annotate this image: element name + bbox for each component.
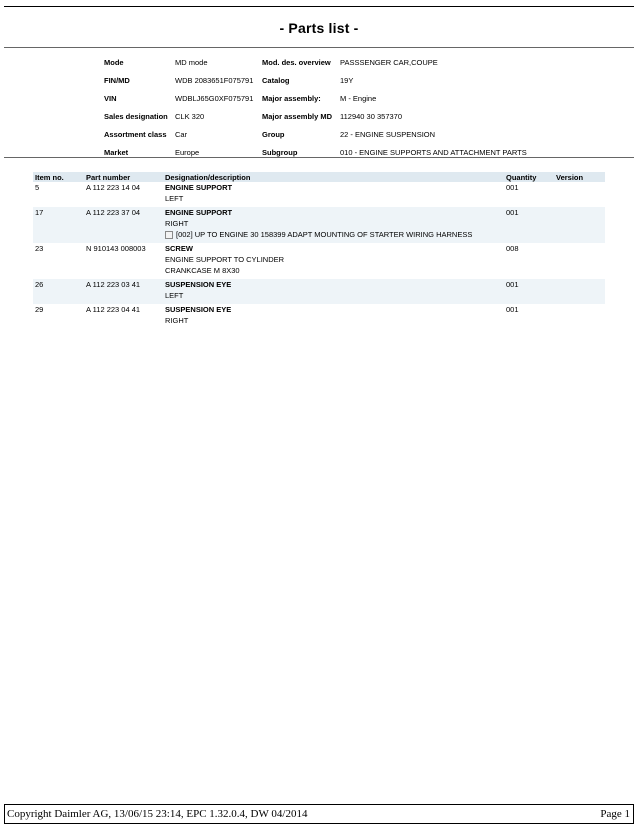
- part-number: N 910143 008003: [86, 244, 146, 253]
- designation: [165, 243, 605, 276]
- info-value: WDB 2083651F075791: [175, 76, 254, 85]
- footnote-text: [002] UP TO ENGINE 30 158399 ADAPT MOUNTING OF STARTER WIRING HARNESS: [176, 230, 473, 239]
- info-value: Europe: [175, 148, 200, 157]
- table-row: [33, 304, 605, 329]
- footer: [4, 804, 634, 824]
- copyright-text: Copyright Daimler AG, 13/06/15 23:14, EPC 1.32.0.4, DW 04/2014: [7, 808, 308, 820]
- top-rule: [4, 6, 634, 7]
- designation: [165, 279, 605, 301]
- meta-divider: [4, 157, 634, 158]
- table-row: [33, 182, 605, 207]
- quantity: 001: [506, 208, 519, 217]
- info-label: Major assembly MD: [262, 112, 333, 121]
- info-value: PASSSENGER CAR,COUPE: [340, 58, 438, 67]
- info-value: Car: [175, 130, 188, 139]
- info-value: CLK 320: [175, 112, 205, 121]
- page-number: Page 1: [600, 808, 630, 820]
- part-name: SUSPENSION EYE: [165, 305, 232, 314]
- item-number: 23: [35, 244, 44, 253]
- info-label: Assortment class: [104, 130, 167, 139]
- footnote: [165, 229, 605, 240]
- info-label: FIN/MD: [104, 76, 130, 85]
- part-name: ENGINE SUPPORT: [165, 183, 233, 192]
- table-row: [33, 279, 605, 304]
- description-line: LEFT: [165, 291, 184, 300]
- item-number: 17: [35, 208, 44, 217]
- info-label: Mod. des. overview: [262, 58, 331, 67]
- info-label: Sales designation: [104, 112, 168, 121]
- page-title: - Parts list -: [279, 20, 359, 36]
- quantity: 008: [506, 244, 519, 253]
- quantity: 001: [506, 183, 519, 192]
- part-name: ENGINE SUPPORT: [165, 208, 233, 217]
- description-line: RIGHT: [165, 316, 189, 325]
- part-number: A 112 223 37 04: [86, 208, 141, 217]
- info-value: 19Y: [340, 76, 354, 85]
- header-quantity: Quantity: [506, 173, 537, 182]
- description-line: RIGHT: [165, 219, 189, 228]
- info-label: Group: [262, 130, 285, 139]
- info-value: 010 - ENGINE SUPPORTS AND ATTACHMENT PARTS: [340, 148, 527, 157]
- item-number: 26: [35, 280, 44, 289]
- item-number: 29: [35, 305, 44, 314]
- part-name: SUSPENSION EYE: [165, 280, 232, 289]
- designation: [165, 207, 605, 240]
- quantity: 001: [506, 305, 519, 314]
- table-row: [33, 207, 605, 243]
- info-label: Catalog: [262, 76, 290, 85]
- designation: [165, 304, 605, 326]
- info-value: MD mode: [175, 58, 208, 67]
- part-number: A 112 223 14 04: [86, 183, 141, 192]
- info-label: Subgroup: [262, 148, 298, 157]
- part-number: A 112 223 03 41: [86, 280, 141, 289]
- info-label: VIN: [104, 94, 117, 103]
- description-line: CRANKCASE M 8X30: [165, 266, 240, 275]
- quantity: 001: [506, 280, 519, 289]
- part-number: A 112 223 04 41: [86, 305, 141, 314]
- table-row: [33, 243, 605, 279]
- info-label: Mode: [104, 58, 124, 67]
- info-label: Major assembly:: [262, 94, 321, 103]
- header-version: Version: [556, 173, 584, 182]
- header-divider: [4, 47, 634, 48]
- note-icon[interactable]: [165, 231, 173, 239]
- info-value: 112940 30 357370: [340, 112, 403, 121]
- info-value: M - Engine: [340, 94, 377, 103]
- header-item-no: Item no.: [35, 173, 64, 182]
- header-designation: Designation/description: [165, 173, 251, 182]
- info-value: WDBLJ65G0XF075791: [175, 94, 254, 103]
- item-number: 5: [35, 183, 40, 192]
- parts-table-header: [33, 172, 605, 182]
- description-line: LEFT: [165, 194, 184, 203]
- parts-table-body: [33, 182, 605, 329]
- header-part-number: Part number: [86, 173, 131, 182]
- parts-table: [33, 172, 605, 329]
- description-line: ENGINE SUPPORT TO CYLINDER: [165, 255, 285, 264]
- designation: [165, 182, 605, 204]
- part-name: SCREW: [165, 244, 193, 253]
- info-value: 22 - ENGINE SUSPENSION: [340, 130, 436, 139]
- info-label: Market: [104, 148, 129, 157]
